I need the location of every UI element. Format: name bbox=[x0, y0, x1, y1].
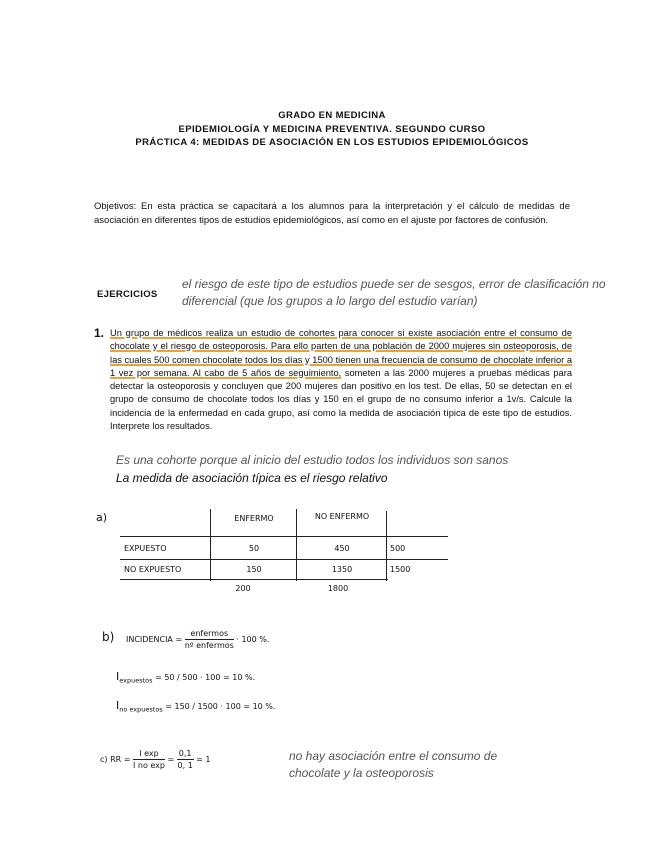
cell-noexp-enf: 150 bbox=[246, 565, 262, 574]
practice-title: PRÁCTICA 4: MEDIDAS DE ASOCIACIÓN EN LOS ESTUDIOS EPIDEMIOLÓGICOS bbox=[135, 137, 529, 148]
rr-result: = 1 bbox=[196, 755, 211, 764]
incidence-denominator: nº enfermos bbox=[184, 641, 234, 650]
question-text-1: Un grupo de médicos realiza un estudio de cohortes para conocer si existe asociación entre el consumo de chocolate y el riesgo de osteoporosis. bbox=[110, 328, 572, 352]
header-no-enfermo: NO ENFERMO bbox=[314, 512, 370, 521]
rr-label: c) RR = bbox=[100, 755, 131, 764]
note-measure: La medida de asociación típica es el riesgo relativo bbox=[116, 471, 388, 485]
cell-exp-total: 500 bbox=[390, 544, 406, 553]
incidence-formula bbox=[126, 628, 269, 651]
exercises-label: EJERCICIOS bbox=[97, 289, 158, 300]
i-noexp-subscript: no expuestos bbox=[119, 705, 163, 714]
question-number: 1. bbox=[94, 326, 105, 340]
question-text-3: someten a las 2000 mujeres a pruebas médicas para detectar la osteoporosis y concluyen que 200 mujeres dan positivo en los test. De ellas, 50 se detectan en el grupo de consumo de chocolate todos los días y 150 en el grupo de no consumo inferior a 1v/s. bbox=[110, 367, 572, 405]
incidence-numerator: enfermos bbox=[185, 628, 234, 640]
question-text-4: Calcule la incidencia de la enfermedad en cada grupo, así como la medida de asociación típica de este tipo de estudios. Interprete los resultados. bbox=[110, 394, 572, 432]
rr-equals: = bbox=[167, 755, 175, 764]
part-a-label: a) bbox=[96, 511, 108, 524]
total-enfermo: 200 bbox=[235, 584, 251, 593]
rr-formula bbox=[100, 748, 210, 771]
i-noexp-calc: = 150 / 1500 · 100 = 10 %. bbox=[165, 702, 276, 711]
total-no-enfermo: 1800 bbox=[327, 584, 349, 593]
question-text-2: Para ello parten de una población de 2000 mujeres sin osteoporosis, de las cuales 500 comen chocolate todos los días y 1500 tienen una frecuencia de consumo de chocolate inferior a 1 vez por semana. Al cabo de 5 años de seguimiento, bbox=[110, 341, 572, 378]
note-no-association: no hay asociación entre el consumo de chocolate y la osteoporosis bbox=[289, 749, 498, 780]
cell-noexp-total: 1500 bbox=[390, 565, 411, 574]
course-title: GRADO EN MEDICINA bbox=[278, 110, 386, 121]
rr-fraction bbox=[133, 748, 165, 771]
rr-value-fraction bbox=[177, 748, 194, 771]
cell-exp-noenf: 450 bbox=[334, 544, 350, 553]
part-b-label: b) bbox=[102, 630, 115, 644]
rr-numerator: I exp bbox=[133, 748, 165, 760]
incidence-not-exposed bbox=[116, 699, 275, 714]
header-enfermo: ENFERMO bbox=[234, 514, 274, 523]
i-exp-symbol: I bbox=[116, 670, 120, 683]
cell-exp-enf: 50 bbox=[248, 544, 260, 553]
question-1 bbox=[94, 327, 572, 433]
row-label-no-expuesto: NO EXPUESTO bbox=[124, 565, 182, 574]
i-exp-subscript: expuestos bbox=[119, 676, 153, 685]
contingency-table bbox=[120, 505, 450, 600]
cell-noexp-noenf: 1350 bbox=[331, 565, 353, 574]
incidence-fraction bbox=[185, 628, 234, 651]
rr-value-numerator: 0,1 bbox=[178, 749, 192, 758]
course-subtitle: EPIDEMIOLOGÍA Y MEDICINA PREVENTIVA. SEGUNDO CURSO bbox=[178, 124, 486, 135]
objectives-paragraph bbox=[94, 200, 570, 228]
row-label-expuesto: EXPUESTO bbox=[124, 544, 167, 553]
note-bias: el riesgo de este tipo de estudios puede ser de sesgos, error de clasificación no diferencial (que los grupos a lo largo del estudio varían) bbox=[182, 277, 606, 308]
incidence-label: INCIDENCIA = bbox=[126, 635, 183, 644]
rr-value-denominator: 0, 1 bbox=[177, 761, 193, 770]
note-cohort: Es una cohorte porque al inicio del estudio todos los individuos son sanos bbox=[116, 453, 509, 467]
incidence-exposed bbox=[116, 670, 255, 685]
rr-denominator: I no exp bbox=[132, 761, 165, 770]
objectives-text: En esta práctica se capacitará a los alumnos para la interpretación y el cálculo de medidas de asociación en diferentes tipos de estudios epidemiológicos, así como en el ajuste por factores de confusión. bbox=[94, 201, 570, 226]
objectives-label: Objetivos: bbox=[94, 201, 137, 212]
incidence-tail: · 100 %. bbox=[236, 635, 270, 644]
i-exp-calc: = 50 / 500 · 100 = 10 %. bbox=[155, 673, 256, 682]
i-noexp-symbol: I bbox=[116, 699, 120, 712]
